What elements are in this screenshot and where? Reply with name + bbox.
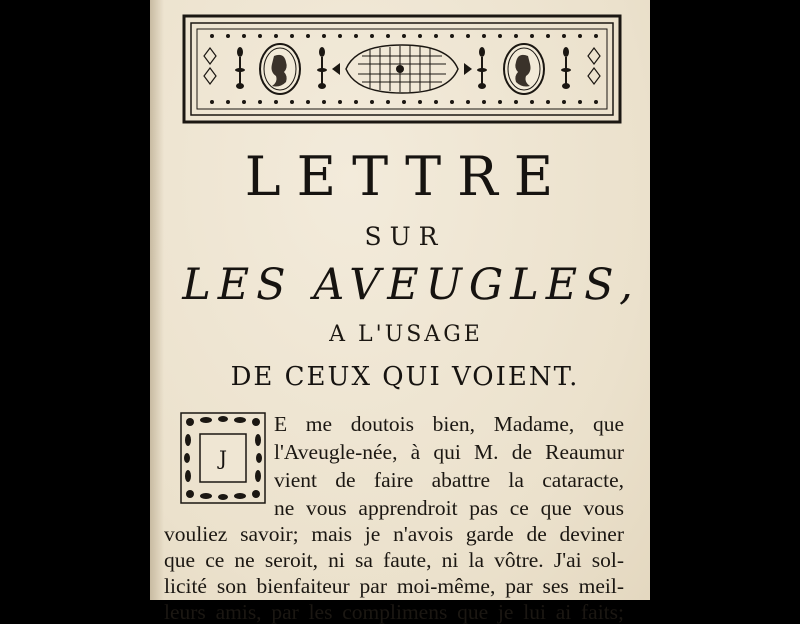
- title-de-ceux-qui-voient: DE CEUX QUI VOIENT.: [230, 362, 580, 392]
- dropcap-letter: J: [218, 446, 228, 470]
- header-ornament: [182, 12, 622, 126]
- body-line: que ce ne seroit, ni sa faute, ni la vôtre. J'ai sol-: [164, 548, 624, 572]
- title-a-l-usage: A L'USAGE: [329, 322, 483, 347]
- decorated-initial: [178, 410, 268, 506]
- title-sur: SUR: [364, 222, 446, 251]
- body-line: E me doutois bien, Madame, que: [274, 412, 624, 436]
- ornament-band-graphic: [182, 12, 622, 126]
- title-lettre: LETTRE: [244, 145, 570, 208]
- body-line: licité son bienfaiteur par moi-même, par ses meil-: [164, 574, 624, 598]
- body-line: leurs amis, par les complimens que je lui ai faits;: [164, 600, 624, 624]
- body-line: ne vous apprendroit pas ce que vous: [274, 496, 624, 520]
- body-line: l'Aveugle-née, à qui M. de Reaumur: [274, 440, 624, 464]
- body-line: vient de faire abattre la cataracte,: [274, 468, 624, 492]
- body-line: vouliez savoir; mais je n'avois garde de deviner: [164, 522, 624, 546]
- title-les-aveugles: LES AVEUGLES,: [182, 260, 640, 310]
- book-page: [150, 0, 650, 624]
